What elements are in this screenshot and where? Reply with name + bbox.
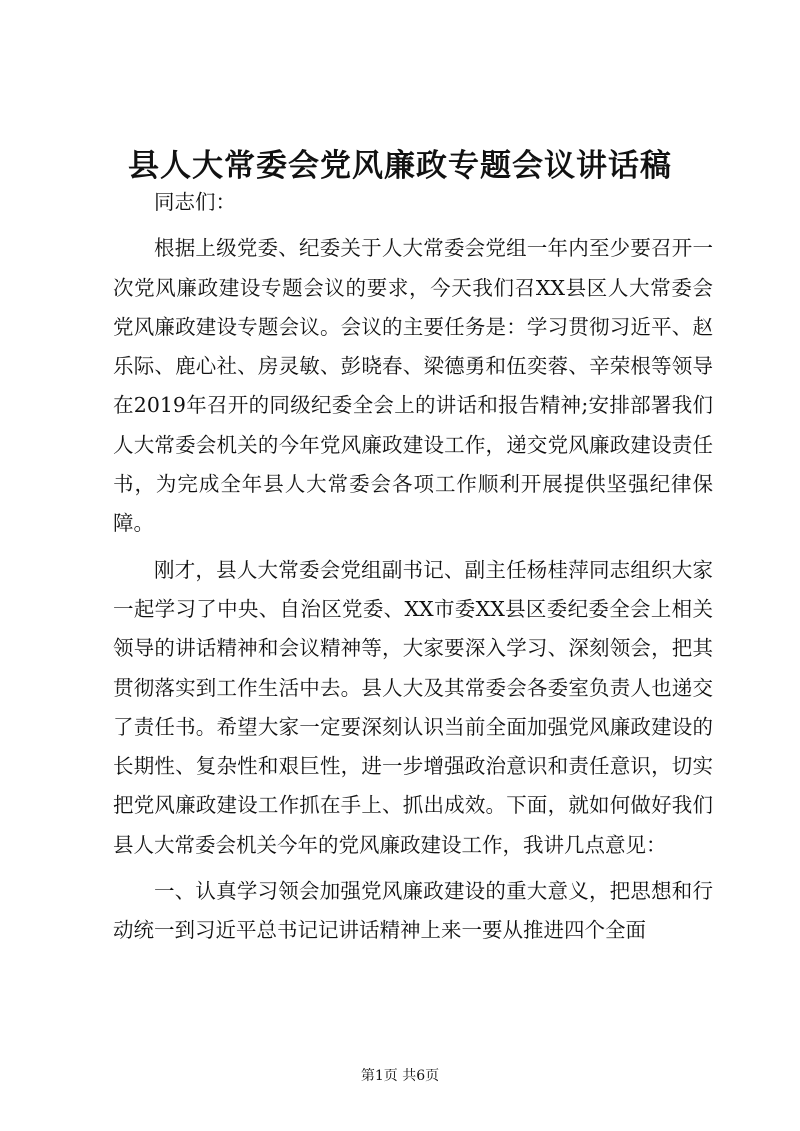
- document-title: 县人大常委会党风廉政专题会议讲话稿: [128, 148, 672, 184]
- paragraph-3: 一、认真学习领会加强党风廉政建设的重大意义，把思想和行动统一到习近平总书记记讲话精神上来一要从推进四个全面: [113, 879, 713, 943]
- salutation: 同志们：: [154, 190, 236, 214]
- paragraph-2: 刚才，县人大常委会党组副书记、副主任杨桂萍同志组织大家一起学习了中央、自治区党委、XX市委XX县区委纪委全会上相关领导的讲话精神和会议精神等，大家要深入学习、深刻领会，把其贯彻落实到工作生活中去。县人大及其常委会各委室负责人也递交了责任书。希望大家一定要深刻认识当前全面加强党风廉政建设的长期性、复杂性和艰巨性，进一步增强政治意识和责任意识，切实把党风廉政建设工作抓在手上、抓出成效。下面，就如何做好我们县人大常委会机关今年的党风廉政建设工作，我讲几点意见：: [113, 557, 713, 857]
- document-body: [113, 183, 713, 951]
- paragraph-1: 根据上级党委、纪委关于人大常委会党组一年内至少要召开一次党风廉政建设专题会议的要求，今天我们召XX县区人大常委会党风廉政建设专题会议。会议的主要任务是：学习贯彻习近平、赵乐际、鹿心社、房灵敏、彭晓春、梁德勇和伍奕蓉、辛荣根等领导在2019年召开的同级纪委全会上的讲话和报告精神;安排部署我们人大常委会机关的今年党风廉政建设工作，递交党风廉政建设责任书，为完成全年县人大常委会各项工作顺利开展提供坚强纪律保障。: [113, 236, 713, 536]
- page-footer: 第1页 共6页: [360, 1068, 440, 1084]
